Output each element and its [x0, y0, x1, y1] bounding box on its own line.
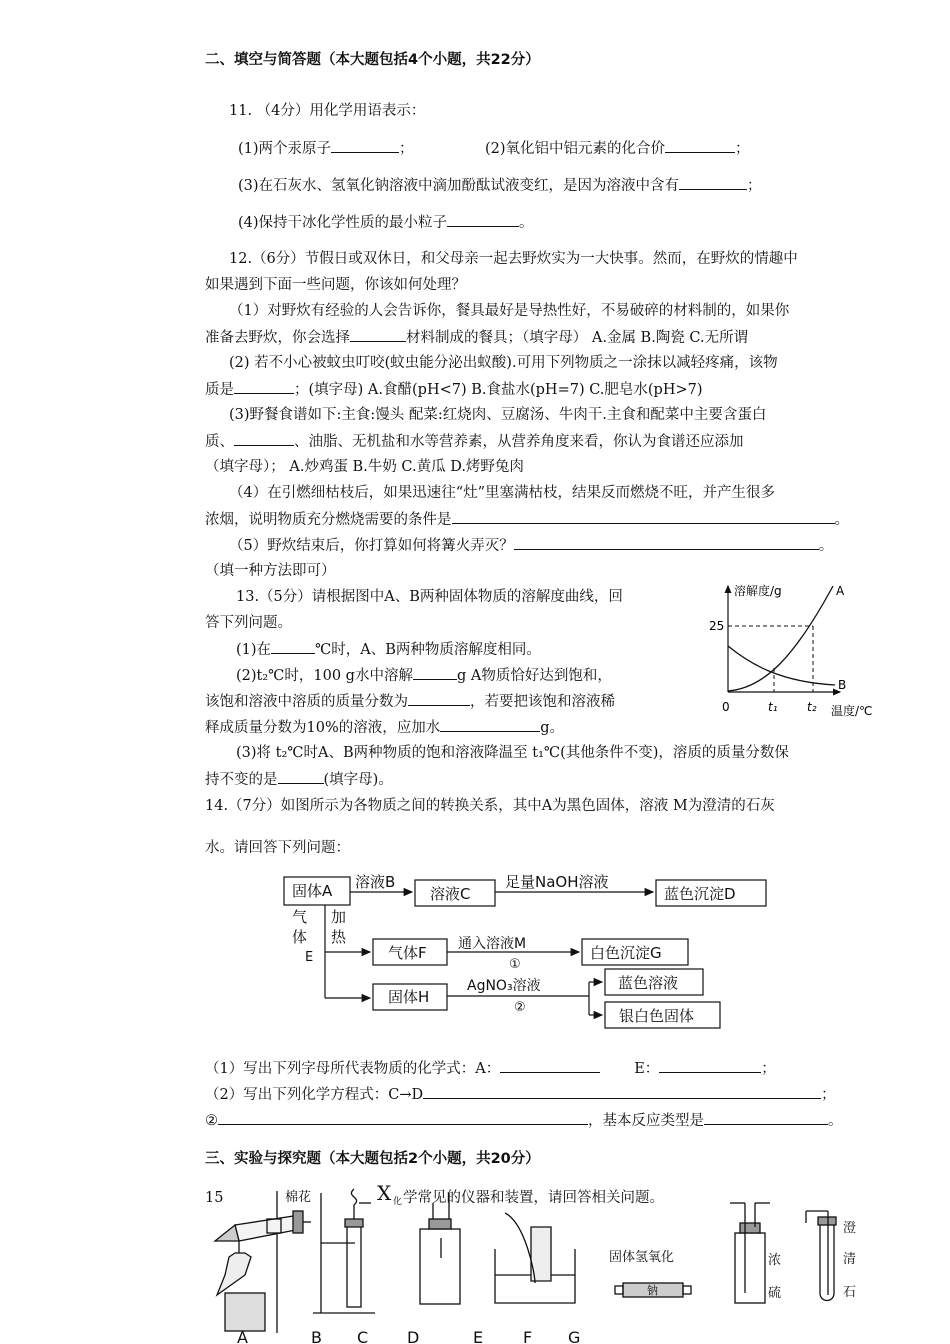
apparatus-label-g: G: [568, 1328, 581, 1344]
answer-blank[interactable]: [665, 138, 735, 153]
apparatus-label-e: E: [473, 1328, 484, 1344]
label-solid-h: 固体H: [388, 988, 430, 1006]
label-conc-1: 浓: [768, 1253, 782, 1268]
label-blue-solution: 蓝色溶液: [618, 974, 679, 992]
punct: ；: [821, 1087, 836, 1103]
x-axis-label: 温度/℃: [831, 704, 873, 718]
q11-p3-text: (3)在石灰水、氢氧化钠溶液中滴加酚酞试液变红，是因为溶液中含有: [238, 178, 680, 194]
q13-line7: (3)将 t₂℃时A、B两种物质的饱和溶液降温至 t₁℃(其他条件不变)，溶质的质量分数保: [236, 745, 789, 761]
answer-blank[interactable]: [423, 1084, 821, 1099]
label-blue-precipitate-d: 蓝色沉淀D: [664, 885, 736, 903]
q14-answer2: [205, 1084, 836, 1105]
apparatus-label-f: F: [523, 1328, 533, 1344]
label-heat-char1: 加: [331, 908, 347, 926]
answer-blank[interactable]: [679, 175, 747, 190]
apparatus-labels: [237, 1328, 580, 1344]
q15-x-mark: X: [377, 1181, 392, 1205]
label-solution-b: 溶液B: [355, 873, 396, 891]
q12-line6: [205, 379, 703, 400]
answer-blank[interactable]: [218, 1110, 588, 1125]
q12-l8a: 质、: [205, 434, 234, 450]
q13-line5: [205, 691, 615, 712]
label-sodium: 钠: [647, 1284, 658, 1297]
q13-l5b: ，若要把该饱和溶液稀: [470, 694, 615, 710]
answer-blank[interactable]: [234, 379, 294, 394]
punct: 。: [519, 215, 534, 231]
label-silver-solid: 银白色固体: [619, 1007, 695, 1025]
q15-stem: 学常见的仪器和装置，请回答相关问题。: [403, 1190, 664, 1206]
q11-stem: 11. （4分）用化学用语表示：: [229, 103, 426, 119]
q14-line2: 水。请回答下列问题：: [205, 840, 350, 856]
punct: 。: [834, 512, 849, 528]
q13-line3: [236, 639, 541, 660]
answer-blank[interactable]: [452, 509, 835, 524]
label-solid-naoh: 固体氢氧化: [609, 1250, 675, 1265]
label-naoh: 足量NaOH溶液: [505, 873, 609, 891]
apparatus-f: [730, 1203, 770, 1303]
t1-tick: t₁: [768, 700, 778, 714]
q13-line8: [205, 769, 393, 790]
punct: 。: [818, 538, 834, 554]
answer-blank[interactable]: [350, 327, 406, 342]
label-cotton: 棉花: [285, 1190, 312, 1205]
apparatus-label-c: C: [357, 1328, 369, 1344]
q13-line6: [205, 717, 564, 738]
apparatus-c: [420, 1193, 460, 1304]
apparatus-label-b: B: [311, 1328, 322, 1344]
q12-l6b: ；(填字母) A.食醋(pH<7) B.食盐水(pH=7) C.肥皂水(pH>7): [294, 382, 703, 398]
q13-l5a: 该饱和溶液中溶质的质量分数为: [205, 694, 408, 710]
punct: 。: [828, 1113, 843, 1129]
answer-blank[interactable]: [271, 639, 315, 654]
solubility-chart: [705, 578, 885, 723]
q11-part3: [238, 175, 762, 196]
label-conc-2: 硫: [768, 1286, 782, 1301]
label-gas-char1: 气: [292, 908, 308, 926]
q11-p1b-text: (2)氧化铝中铝元素的化合价: [485, 141, 666, 157]
label-step-1: ①: [509, 957, 521, 972]
q13-l6b: g。: [540, 720, 565, 736]
q13-l6a: 释成质量分数为10%的溶液，应加水: [205, 720, 441, 736]
punct: ；: [735, 141, 750, 157]
label-white-precipitate-g: 白色沉淀G: [590, 944, 662, 962]
q12-l4b: 材料制成的餐具；（填字母） A.金属 B.陶瓷 C.无所谓: [406, 330, 749, 346]
q13-line2: 答下列问题。: [205, 615, 292, 631]
q15-number: 15: [205, 1190, 224, 1206]
punct: ；: [399, 141, 414, 157]
q13-l8b: (填字母)。: [323, 772, 393, 788]
q13-l8a: 持不变的是: [205, 772, 278, 788]
label-heat-char2: 热: [331, 928, 347, 946]
answer-blank[interactable]: [500, 1058, 600, 1073]
answer-blank[interactable]: [331, 138, 399, 153]
apparatus-b: [313, 1189, 375, 1313]
q14-a1b: E：: [634, 1061, 660, 1077]
label-lime-1: 澄: [843, 1221, 857, 1236]
apparatus-g: [806, 1211, 836, 1301]
q12-line11: [205, 509, 849, 530]
q13-l3a: (1)在: [236, 642, 272, 658]
apparatus-a: [215, 1191, 311, 1333]
label-pass-m: 通入溶液M: [458, 936, 527, 952]
t2-tick: t₂: [807, 700, 817, 714]
answer-blank[interactable]: [447, 212, 519, 227]
punct: ；: [747, 178, 762, 194]
origin-label: 0: [722, 700, 730, 714]
q11-p4-text: (4)保持干冰化学性质的最小粒子: [238, 215, 448, 231]
q12-line13: （填一种方法即可）: [205, 563, 336, 579]
apparatus-label-d: D: [407, 1328, 420, 1344]
q13-l4b: g A物质恰好达到饱和，: [456, 668, 612, 684]
q11-p1a-text: (1)两个汞原子: [238, 141, 332, 157]
label-lime-3: 石: [843, 1285, 857, 1300]
label-body-char: 体: [292, 928, 308, 946]
answer-blank[interactable]: [278, 769, 324, 784]
answer-blank[interactable]: [234, 431, 294, 446]
q13-line1: 13.（5分）请根据图中A、B两种固体物质的溶解度曲线，回: [236, 589, 623, 605]
punct: ；: [761, 1061, 776, 1077]
q12-l6a: 质是: [205, 382, 234, 398]
q12-line3: （1）对野炊有经验的人会告诉你，餐具最好是导热性好，不易破碎的材料制的，如果你: [229, 303, 790, 319]
series-b-label: B: [838, 678, 847, 692]
q12-l8b: 、油脂、无机盐和水等营养素，从营养角度来看，你认为食谱还应添加: [294, 434, 744, 450]
label-lime-2: 清: [843, 1252, 857, 1267]
q12-line2: 如果遇到下面一些问题，你该如何处理？: [205, 277, 466, 293]
q15-small-char: 化: [393, 1197, 403, 1207]
answer-blank[interactable]: [413, 665, 457, 680]
section-3-title: 三、实验与探究题（本大题包括2个小题，共20分）: [205, 1151, 540, 1167]
conversion-diagram: [275, 868, 775, 1034]
q14-a3b: ，基本反应类型是: [588, 1113, 704, 1129]
label-solution-c: 溶液C: [430, 885, 471, 903]
label-solid-a: 固体A: [292, 882, 333, 900]
label-e-char: E: [305, 950, 314, 965]
answer-blank[interactable]: [704, 1110, 828, 1125]
answer-blank[interactable]: [514, 535, 819, 550]
q12-line10: （4）在引燃细枯枝后，如果迅速往“灶”里塞满枯枝，结果反而燃烧不旺，并产生很多: [229, 485, 776, 501]
q12-line7: (3)野餐食谱如下:主食:馒头 配菜:红烧肉、豆腐汤、牛肉干.主食和配菜中主要含蛋白: [229, 407, 767, 423]
answer-blank[interactable]: [659, 1058, 761, 1073]
q12-l4a: 准备去野炊，你会选择: [205, 330, 350, 346]
q13-l4a: (2)t₂℃时，100 g水中溶解: [236, 668, 413, 684]
section-2-title: 二、填空与简答题（本大题包括4个小题，共22分）: [205, 52, 540, 68]
series-a-label: A: [836, 584, 845, 598]
answer-blank[interactable]: [408, 691, 470, 706]
q11-part1: [238, 138, 414, 159]
q14-line1: 14.（7分）如图所示为各物质之间的转换关系，其中A为黑色固体，溶液 M为澄清的石灰: [205, 798, 775, 814]
q12-line8: [205, 431, 744, 452]
q11-part2: [485, 138, 750, 159]
answer-blank[interactable]: [440, 717, 540, 732]
apparatus-d: [495, 1213, 575, 1303]
q13-line4: [236, 665, 612, 686]
q12-line4: [205, 327, 748, 348]
q12-line9: （填字母）； A.炒鸡蛋 B.牛奶 C.黄瓜 D.烤野兔肉: [205, 459, 524, 475]
q14-a1a: （1）写出下列字母所代表物质的化学式：A：: [205, 1061, 501, 1077]
q13-l3b: ℃时，A、B两种物质溶解度相同。: [315, 642, 541, 658]
q12-line1: 12.（6分）节假日或双休日，和父母亲一起去野炊实为一大快事。然而，在野炊的情趣中: [229, 251, 798, 267]
label-gas-f: 气体F: [388, 944, 427, 962]
curve-b: [728, 646, 835, 685]
apparatus-figure: [205, 1183, 875, 1344]
q14-answer1: [205, 1058, 776, 1079]
q12-l12: （5）野炊结束后，你打算如何将篝火弄灭？: [229, 538, 514, 554]
q11-part4: [238, 212, 534, 233]
q12-line12: [229, 535, 833, 556]
q12-l11: 浓烟，说明物质充分燃烧需要的条件是: [205, 512, 452, 528]
q14-a3a: ②: [205, 1113, 218, 1129]
q12-line5: (2) 若不小心被蚊虫叮咬(蚊虫能分泌出蚁酸).可用下列物质之一涂抹以减轻疼痛，该物: [229, 355, 778, 371]
apparatus-label-a: A: [237, 1328, 248, 1344]
y-axis-label: 溶解度/g: [734, 584, 782, 598]
label-agno3: AgNO₃溶液: [467, 978, 541, 994]
label-step-2: ②: [514, 1000, 526, 1015]
y-tick-25: 25: [709, 619, 725, 633]
q14-a2: （2）写出下列化学方程式：C→D: [205, 1087, 424, 1103]
q14-answer3: [205, 1110, 843, 1131]
